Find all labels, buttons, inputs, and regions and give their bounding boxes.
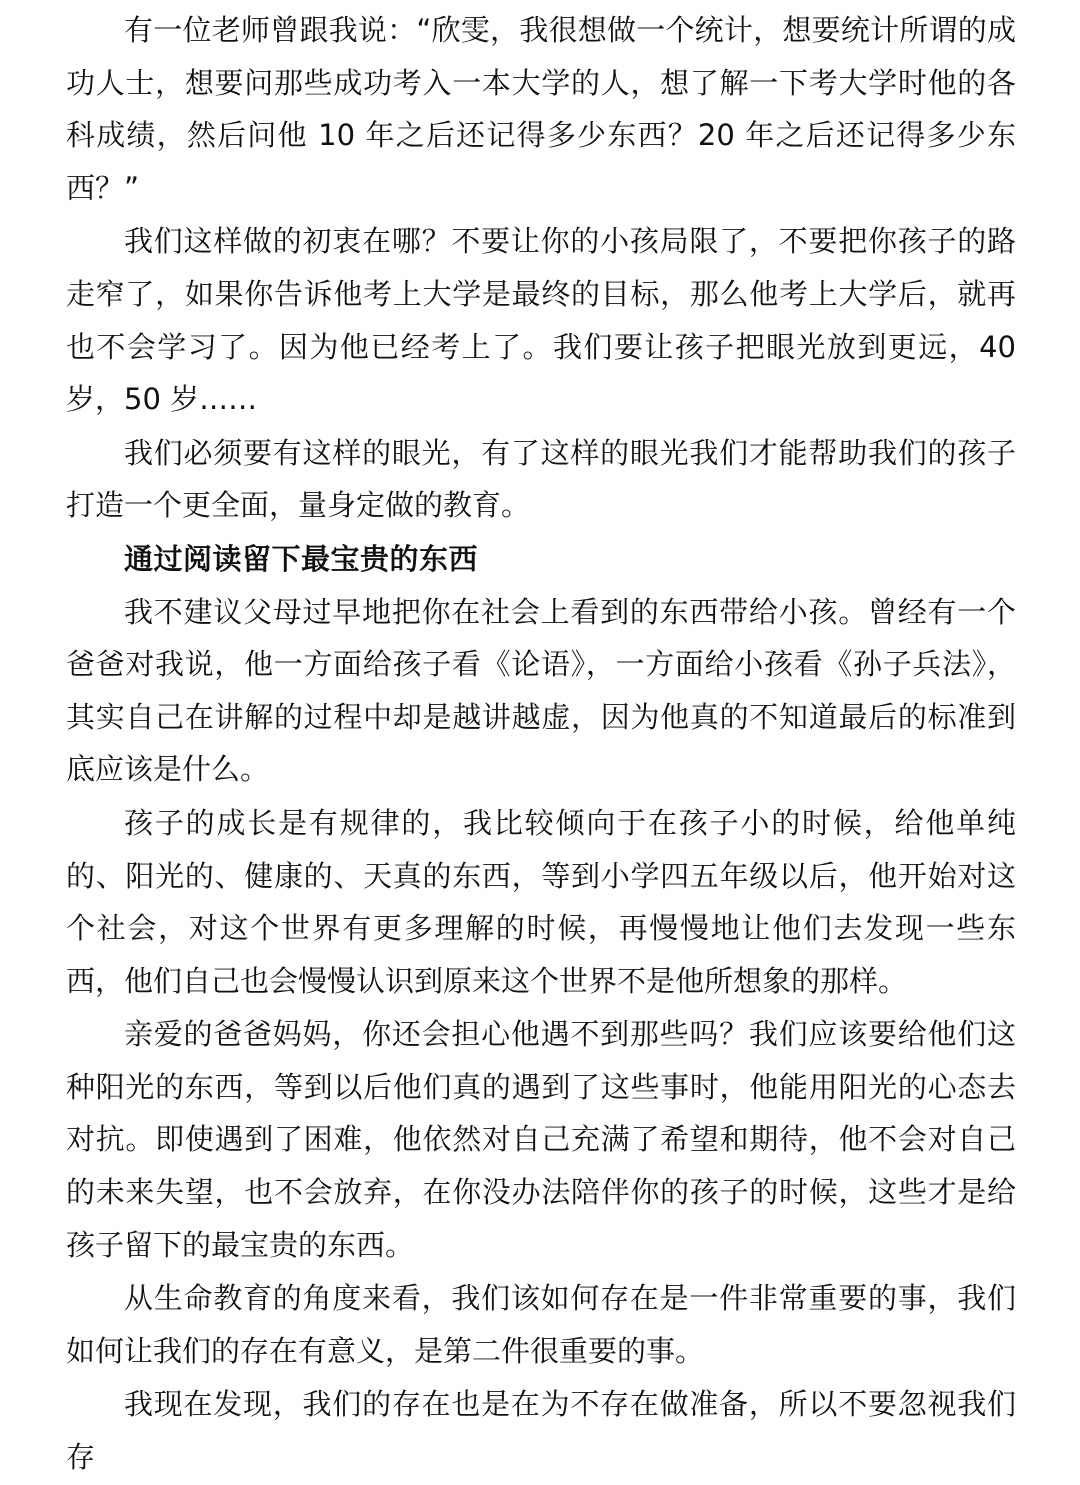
paragraph-original-intention: 我们这样做的初衷在哪？不要让你的小孩局限了，不要把你孩子的路走窄了，如果你告诉他考上大学是最终的目标，那么他考上大学后，就再也不会学习了。因为他已经考上了。我们要让孩子把眼光放到更远，40 岁，50 岁……: [66, 224, 1016, 417]
paragraph-dear-parents: 亲爱的爸爸妈妈，你还会担心他遇不到那些吗？我们应该要给他们这种阳光的东西，等到以后他们真的遇到了这些事时，他能用阳光的心态去对抗。即使遇到了困难，他依然对自己充满了希望和期待，他不会对自己的未来失望，也不会放弃，在你没办法陪伴你的孩子的时候，这些才是给孩子留下的最宝贵的东西。: [66, 1017, 1016, 1262]
paragraph-life-education: 从生命教育的角度来看，我们该如何存在是一件非常重要的事，我们如何让我们的存在有意义，是第二件很重要的事。: [66, 1281, 1016, 1368]
paragraph-existence: 我现在发现，我们的存在也是在为不存在做准备，所以不要忽视我们存: [66, 1387, 1016, 1475]
paragraph-vision: 我们必须要有这样的眼光，有了这样的眼光我们才能帮助我们的孩子打造一个更全面，量身定做的教育。: [66, 435, 1016, 523]
document-page: [66, 4, 1016, 1485]
section-heading: 通过阅读留下最宝贵的东西: [124, 541, 479, 576]
paragraph-child-growth: 孩子的成长是有规律的，我比较倾向于在孩子小的时候，给他单纯的、阳光的、健康的、天真的东西，等到小学四五年级以后，他开始对这个社会，对这个世界有更多理解的时候，再慢慢地让他们去发现一些东西，他们自己也会慢慢认识到原来这个世界不是他所想象的那样。: [66, 805, 1016, 998]
paragraph-teacher-statistics: 有一位老师曾跟我说：“欣雯，我很想做一个统计，想要统计所谓的成功人士，想要问那些成功考入一本大学的人，想了解一下考大学时他的各科成绩，然后问他 10 年之后还记得多少东西？20 年之后还记得多少东西？”: [66, 13, 1016, 205]
paragraph-reading-advice: 我不建议父母过早地把你在社会上看到的东西带给小孩。曾经有一个爸爸对我说，他一方面给孩子看《论语》，一方面给小孩看《孙子兵法》，其实自己在讲解的过程中却是越讲越虚，因为他真的不知道最后的标准到底应该是什么。: [66, 594, 1016, 787]
